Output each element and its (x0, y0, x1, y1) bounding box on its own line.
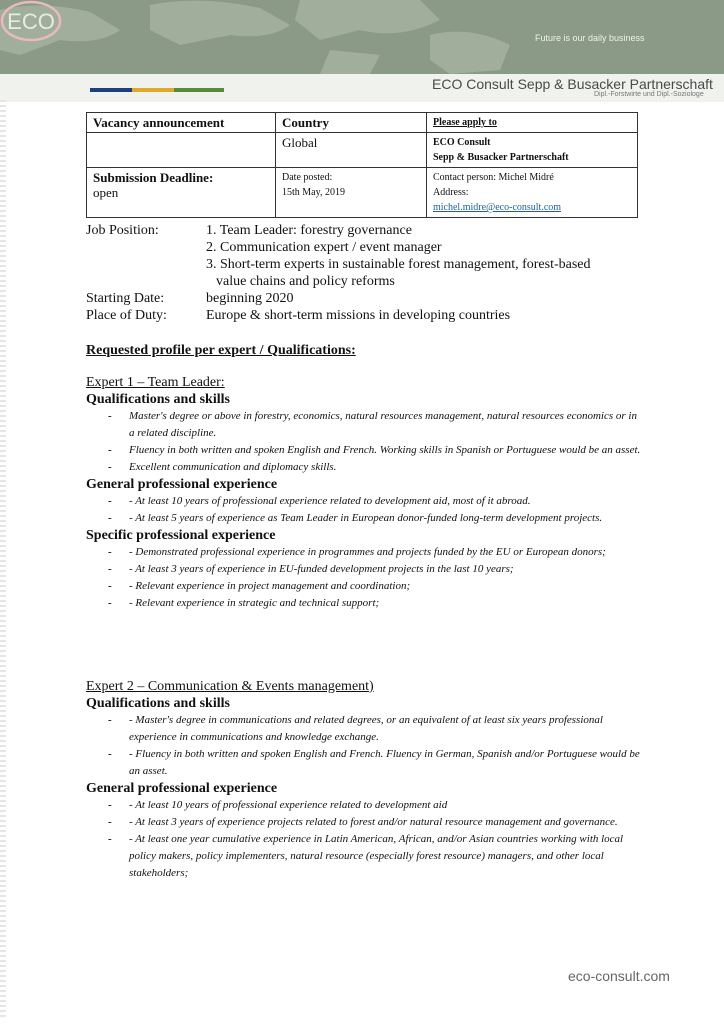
country-label: Country (276, 113, 427, 133)
vacancy-label: Vacancy announcement (87, 113, 276, 133)
apply-org-line2: Sepp & Busacker Partnerschaft (433, 152, 569, 163)
brand-bar-blue (90, 88, 132, 92)
list-item: - - At least 10 years of professional experience related to development aid, most of it abroad. (86, 493, 641, 510)
company-name: ECO Consult Sepp & Busacker Partnerschaft (432, 76, 713, 92)
address-label: Address: (433, 187, 469, 198)
job-position-2: 2. Communication expert / event manager (206, 240, 442, 255)
apply-org-cell (427, 133, 638, 168)
expert2-section (86, 678, 641, 882)
list-item: - Master's degree or above in forestry, economics, natural resources management, natural resources economics or in a related discipline. (86, 408, 641, 442)
left-edge-decoration (0, 100, 6, 1020)
date-posted-value: 15th May, 2019 (282, 187, 345, 198)
start-value: beginning 2020 (206, 291, 294, 306)
expert1-qual-list (86, 408, 641, 476)
job-positions (206, 222, 591, 290)
list-item: - - At least 3 years of experience projects related to forest and/or natural resource management and governance. (86, 814, 641, 831)
svg-text:ECO: ECO (7, 9, 55, 34)
list-item: - - At least 10 years of professional experience related to development aid (86, 797, 641, 814)
start-label: Starting Date: (86, 291, 165, 306)
place-label: Place of Duty: (86, 308, 167, 323)
job-details (86, 222, 591, 324)
company-subtitle: Dipl.-Forstwirte und Dipl.-Soziologe (594, 91, 704, 98)
vacancy-info-table (86, 112, 638, 218)
contact-cell (427, 168, 638, 218)
tagline: Future is our daily business (535, 33, 645, 43)
empty-cell (87, 133, 276, 168)
place-value: Europe & short-term missions in developing countries (206, 308, 511, 323)
brand-bar-yellow (132, 88, 174, 92)
job-position-1: 1. Team Leader: forestry governance (206, 223, 412, 238)
deadline-cell (87, 168, 276, 218)
list-item: - Excellent communication and diplomacy skills. (86, 459, 641, 476)
job-position-3-cont: value chains and policy reforms (216, 274, 395, 289)
job-position-3: 3. Short-term experts in sustainable forest management, forest-based (206, 257, 591, 272)
deadline-label: Submission Deadline: (93, 170, 214, 185)
list-item: - - Relevant experience in project management and coordination; (86, 578, 641, 595)
list-item: - - At least one year cumulative experience in Latin American, African, and/or Asian countries working with local policy makers, policy implementers, natural resource (especially forest resource) managers, and other local stakeholders; (86, 831, 641, 882)
apply-label: Please apply to (427, 113, 638, 133)
deadline-value: open (93, 185, 119, 200)
expert2-gen-list (86, 797, 641, 882)
expert2-gen-heading: General professional experience (86, 781, 278, 796)
expert1-section (86, 374, 641, 612)
list-item: - - Master's degree in communications and related degrees, or an equivalent of at least six years professional experience in communications and knowledge exchange. (86, 712, 641, 746)
expert1-gen-list (86, 493, 641, 527)
expert2-qual-heading: Qualifications and skills (86, 696, 230, 711)
header-banner (0, 0, 724, 74)
list-item: - - At least 3 years of experience in EU-funded development projects in the last 10 years; (86, 561, 641, 578)
eco-logo (0, 0, 62, 42)
contact-person: Contact person: Michel Midré (433, 172, 554, 183)
footer-url[interactable]: eco-consult.com (568, 968, 670, 984)
job-position-label: Job Position: (86, 223, 159, 238)
expert1-qual-heading: Qualifications and skills (86, 392, 230, 407)
apply-org-line1: ECO Consult (433, 137, 491, 148)
list-item: - - At least 5 years of experience as Team Leader in European donor-funded long-term development projects. (86, 510, 641, 527)
list-item: - - Relevant experience in strategic and technical support; (86, 595, 641, 612)
expert1-title: Expert 1 – Team Leader: (86, 375, 225, 390)
list-item: - - Demonstrated professional experience in programmes and projects funded by the EU or European donors; (86, 544, 641, 561)
expert1-spec-heading: Specific professional experience (86, 528, 276, 543)
expert2-qual-list (86, 712, 641, 780)
expert1-spec-list (86, 544, 641, 612)
list-item: - - Fluency in both written and spoken English and French. Fluency in German, Spanish and/or Portuguese would be an asset. (86, 746, 641, 780)
brand-bar-green (174, 88, 224, 92)
email-link[interactable]: michel.midre@eco-consult.com (433, 202, 562, 213)
expert2-title: Expert 2 – Communication & Events management) (86, 679, 374, 694)
country-value: Global (276, 133, 427, 168)
date-posted-label: Date posted: (282, 172, 333, 183)
profile-heading: Requested profile per expert / Qualifications: (86, 343, 356, 358)
list-item: - Fluency in both written and spoken English and French. Working skills in Spanish or Portuguese would be an asset. (86, 442, 641, 459)
expert1-gen-heading: General professional experience (86, 477, 278, 492)
date-posted-cell (276, 168, 427, 218)
